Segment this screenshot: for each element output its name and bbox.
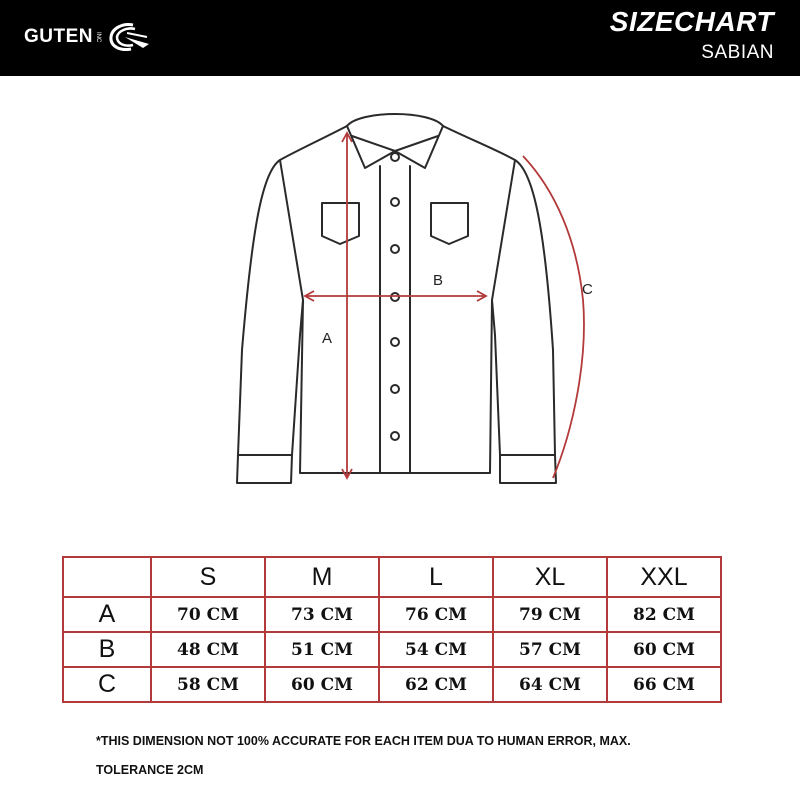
collar-right xyxy=(395,126,443,168)
left-pocket xyxy=(322,203,359,244)
table-cell: 57 CM xyxy=(493,632,607,667)
left-cuff xyxy=(237,455,292,483)
left-sleeve-outline xyxy=(238,160,303,455)
button xyxy=(391,293,399,301)
button xyxy=(391,338,399,346)
table-cell: 48 CM xyxy=(151,632,265,667)
size-header: L xyxy=(379,557,493,597)
button xyxy=(391,432,399,440)
table-cell: 54 CM xyxy=(379,632,493,667)
button xyxy=(391,385,399,393)
size-header: S xyxy=(151,557,265,597)
brand-suffix: INC xyxy=(95,31,101,43)
table-cell: 79 CM xyxy=(493,597,607,632)
label-a: A xyxy=(322,330,333,347)
table-row xyxy=(63,667,721,702)
size-header: XXL xyxy=(607,557,721,597)
size-header: M xyxy=(265,557,379,597)
brand-name: GUTEN xyxy=(24,26,93,47)
measure-line-c xyxy=(523,156,584,478)
row-label: C xyxy=(63,667,151,702)
right-cuff xyxy=(500,455,556,483)
accuracy-note xyxy=(96,727,756,785)
page-title: SIZECHART xyxy=(609,6,774,37)
right-pocket xyxy=(431,203,468,244)
row-label: A xyxy=(63,597,151,632)
table-cell: 64 CM xyxy=(493,667,607,702)
label-c: C xyxy=(582,281,593,298)
collar-left xyxy=(347,126,395,168)
label-b: B xyxy=(433,272,444,289)
table-cell: 58 CM xyxy=(151,667,265,702)
placket xyxy=(380,166,410,473)
guten-swoosh-logo-icon xyxy=(103,20,151,54)
corner-cell xyxy=(63,557,151,597)
note-line-1: *THIS DIMENSION NOT 100% ACCURATE FOR EACH ITEM DUA TO HUMAN ERROR, MAX. xyxy=(96,734,631,748)
table-cell: 70 CM xyxy=(151,597,265,632)
table-row xyxy=(63,597,721,632)
table-cell: 82 CM xyxy=(607,597,721,632)
table-cell: 60 CM xyxy=(265,667,379,702)
collar-band xyxy=(347,114,443,126)
table-cell: 60 CM xyxy=(607,632,721,667)
table-cell: 76 CM xyxy=(379,597,493,632)
size-table xyxy=(62,556,722,703)
size-header-row xyxy=(63,557,721,597)
button xyxy=(391,153,399,161)
table-cell: 51 CM xyxy=(265,632,379,667)
product-name: SABIAN xyxy=(701,42,774,63)
brand xyxy=(24,20,151,54)
button xyxy=(391,245,399,253)
shirt-diagram xyxy=(0,76,800,526)
row-label: B xyxy=(63,632,151,667)
right-sleeve-outline xyxy=(492,160,555,455)
table-cell: 73 CM xyxy=(265,597,379,632)
size-header: XL xyxy=(493,557,607,597)
note-line-2: TOLERANCE 2CM xyxy=(96,763,204,777)
table-cell: 62 CM xyxy=(379,667,493,702)
header-bar xyxy=(0,0,800,76)
table-cell: 66 CM xyxy=(607,667,721,702)
button xyxy=(391,198,399,206)
table-row xyxy=(63,632,721,667)
